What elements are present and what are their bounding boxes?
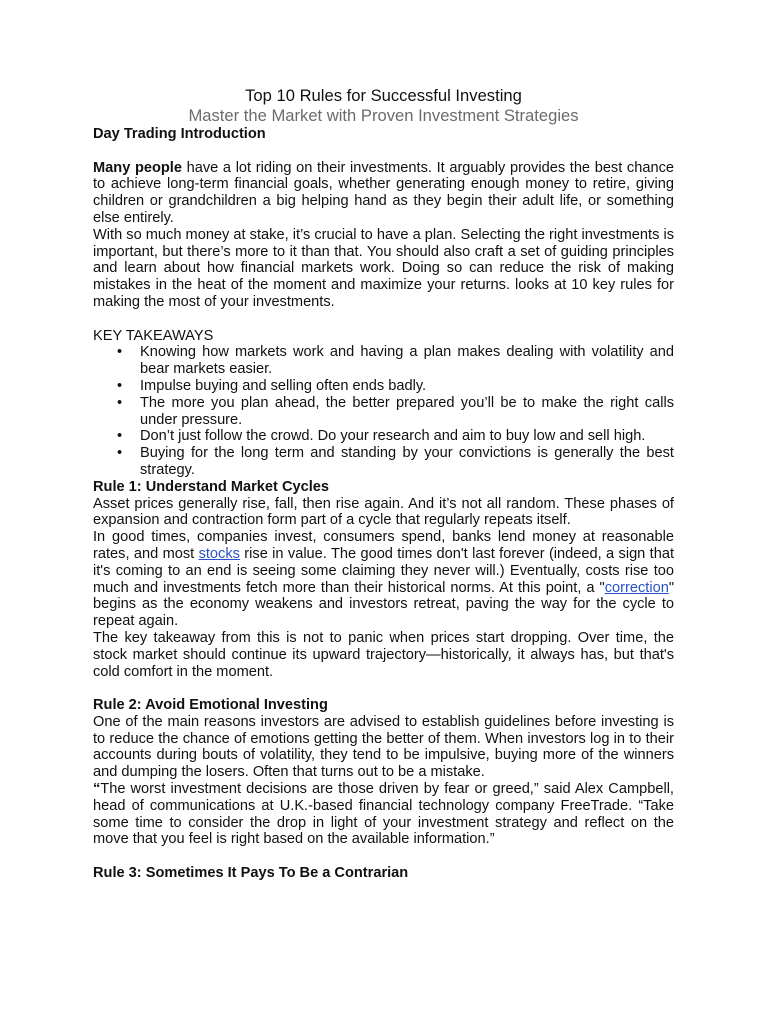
rule-2-paragraph-2-text: The worst investment decisions are those driven by fear or greed,” said Alex Campbell, head of communications at U.K.-based financial technology company FreeTrade. “Take some time to consider the drop in light of your investment strategy and reflect on the move that you feel is right based on the available information.” [93, 781, 674, 848]
document-subtitle: Master the Market with Proven Investment Strategies [188, 106, 579, 125]
spacer [93, 680, 674, 697]
list-item: • Buying for the long term and standing by your convictions is generally the best strategy. [140, 445, 674, 479]
rule-1-paragraph-2-text-b: rise in value. The good times don't last forever (indeed, a sign that it's coming to an end is seeing some claiming they never will.) Eventually, costs rise too much and investments fetch more than their historical norms. At this point, a " [93, 545, 675, 596]
rule-1-paragraph-1: Asset prices generally rise, fall, then rise again. And it’s not all random. These phases of expansion and contraction form part of a cycle that regularly repeats itself. [93, 495, 674, 529]
list-item: • Don’t just follow the crowd. Do your research and aim to buy low and sell high. [140, 428, 674, 445]
intro-paragraph-1-text: have a lot riding on their investments. It arguably provides the best chance to achieve long-term financial goals, whether generating enough money to retire, giving children or grandchildren a big helping hand as they begin their adult life, or something else entirely. [93, 159, 674, 226]
correction-link[interactable]: correction [604, 579, 669, 596]
list-item: • Impulse buying and selling often ends badly. [140, 378, 674, 395]
spacer [93, 848, 674, 865]
rule-2-paragraph-1: One of the main reasons investors are advised to establish guidelines before investing is to reduce the chance of emotions getting the better of them. When investors log in to their accounts during bouts of volatility, they tend to be impulsive, buying more of the winners and dumping the losers. Often that turns out to be a mistake. [93, 713, 674, 781]
list-item: • The more you plan ahead, the better prepared you’ll be to make the right calls under pressure. [140, 395, 674, 429]
key-takeaways-list [93, 344, 674, 478]
document-page [93, 86, 674, 882]
intro-bold-lead: Many people [93, 159, 182, 176]
list-item: • Knowing how markets work and having a plan makes dealing with volatility and bear markets easier. [140, 344, 674, 378]
rule-1-paragraph-3: The key takeaway from this is not to panic when prices start dropping. Over time, the stock market should continue its upward trajectory—historically, it always has, but that's cold comfort in the moment. [93, 629, 674, 680]
rule-2-paragraph-2 [93, 781, 674, 848]
stocks-link[interactable]: stocks [198, 545, 240, 562]
rule-1-paragraph-2-text-c: " begins as the economy weakens and investors retreat, paving the way for the cycle to repeat again. [93, 579, 674, 630]
intro-heading: Day Trading Introduction [93, 126, 266, 142]
document-title: Top 10 Rules for Successful Investing [245, 86, 522, 105]
intro-paragraph-1 [93, 160, 674, 227]
spacer [93, 311, 674, 328]
rule-2-heading: Rule 2: Avoid Emotional Investing [93, 697, 328, 714]
rule-1-heading: Rule 1: Understand Market Cycles [93, 478, 330, 495]
rule-1-paragraph-2-text-a: In good times, companies invest, consumers spend, banks lend money at reasonable rates, and most [93, 529, 674, 562]
intro-paragraph-2: With so much money at stake, it’s crucial to have a plan. Selecting the right investments is important, but there’s more to it than that. You should also craft a set of guiding principles and learn about how financial markets work. Doing so can reduce the risk of making mistakes in the heat of the moment and maximize your returns. looks at 10 key rules for making the most of your investments. [93, 226, 674, 310]
key-takeaways-heading: KEY TAKEAWAYS [93, 327, 214, 344]
rule-3-heading: Rule 3: Sometimes It Pays To Be a Contrarian [93, 865, 409, 882]
spacer [93, 143, 674, 160]
rule-2-quote-mark: “ [93, 781, 101, 798]
rule-1-paragraph-2 [93, 529, 674, 630]
